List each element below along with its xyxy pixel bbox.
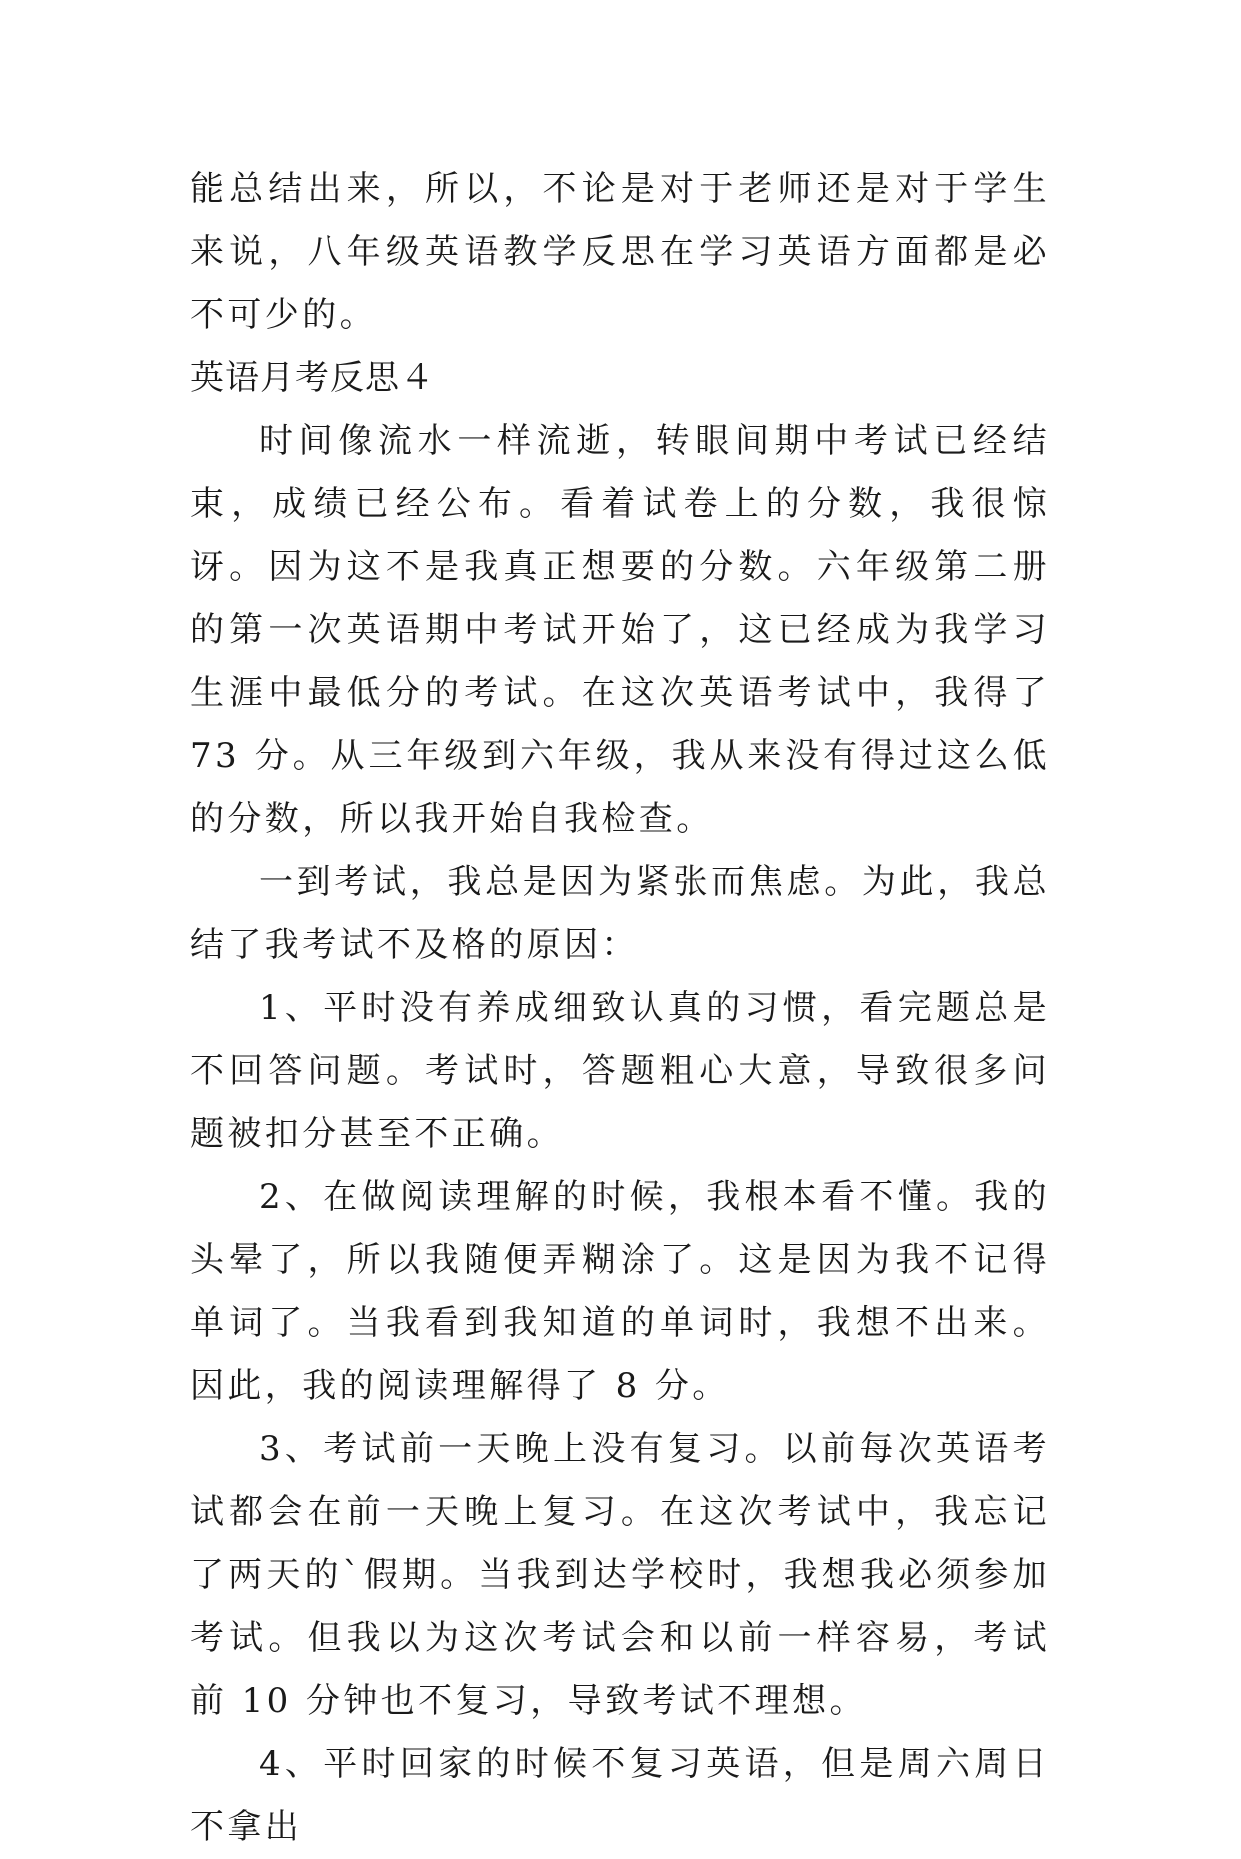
document-body bbox=[190, 158, 1050, 1859]
list-item: 2、在做阅读理解的时候，我根本看不懂。我的头晕了，所以我随便弄糊涂了。这是因为我不记得单词了。当我看到我知道的单词时，我想不出来。因此，我的阅读理解得了 8 分。 bbox=[190, 1177, 1050, 1406]
list-item: 4、平时回家的时候不复习英语，但是周六周日不拿出 bbox=[190, 1744, 1050, 1847]
continuation-paragraph: 能总结出来，所以，不论是对于老师还是对于学生来说，八年级英语教学反思在学习英语方面都是必不可少的。 bbox=[190, 169, 1050, 335]
paragraph: 一到考试，我总是因为紧张而焦虑。为此，我总结了我考试不及格的原因： bbox=[190, 862, 1050, 965]
list-item: 1、平时没有养成细致认真的习惯，看完题总是不回答问题。考试时，答题粗心大意，导致很多问题被扣分甚至不正确。 bbox=[190, 988, 1050, 1154]
section-title: 英语月考反思４ bbox=[190, 358, 435, 398]
list-item: 3、考试前一天晚上没有复习。以前每次英语考试都会在前一天晚上复习。在这次考试中，我忘记了两天的`假期。当我到达学校时，我想我必须参加考试。但我以为这次考试会和以前一样容易，考试前 10 分钟也不复习，导致考试不理想。 bbox=[190, 1429, 1050, 1721]
paragraph: 时间像流水一样流逝，转眼间期中考试已经结束，成绩已经公布。看着试卷上的分数，我很惊讶。因为这不是我真正想要的分数。六年级第二册的第一次英语期中考试开始了，这已经成为我学习生涯中最低分的考试。在这次英语考试中，我得了 73 分。从三年级到六年级，我从来没有得过这么低的分数，所以我开始自我检查。 bbox=[190, 421, 1050, 839]
